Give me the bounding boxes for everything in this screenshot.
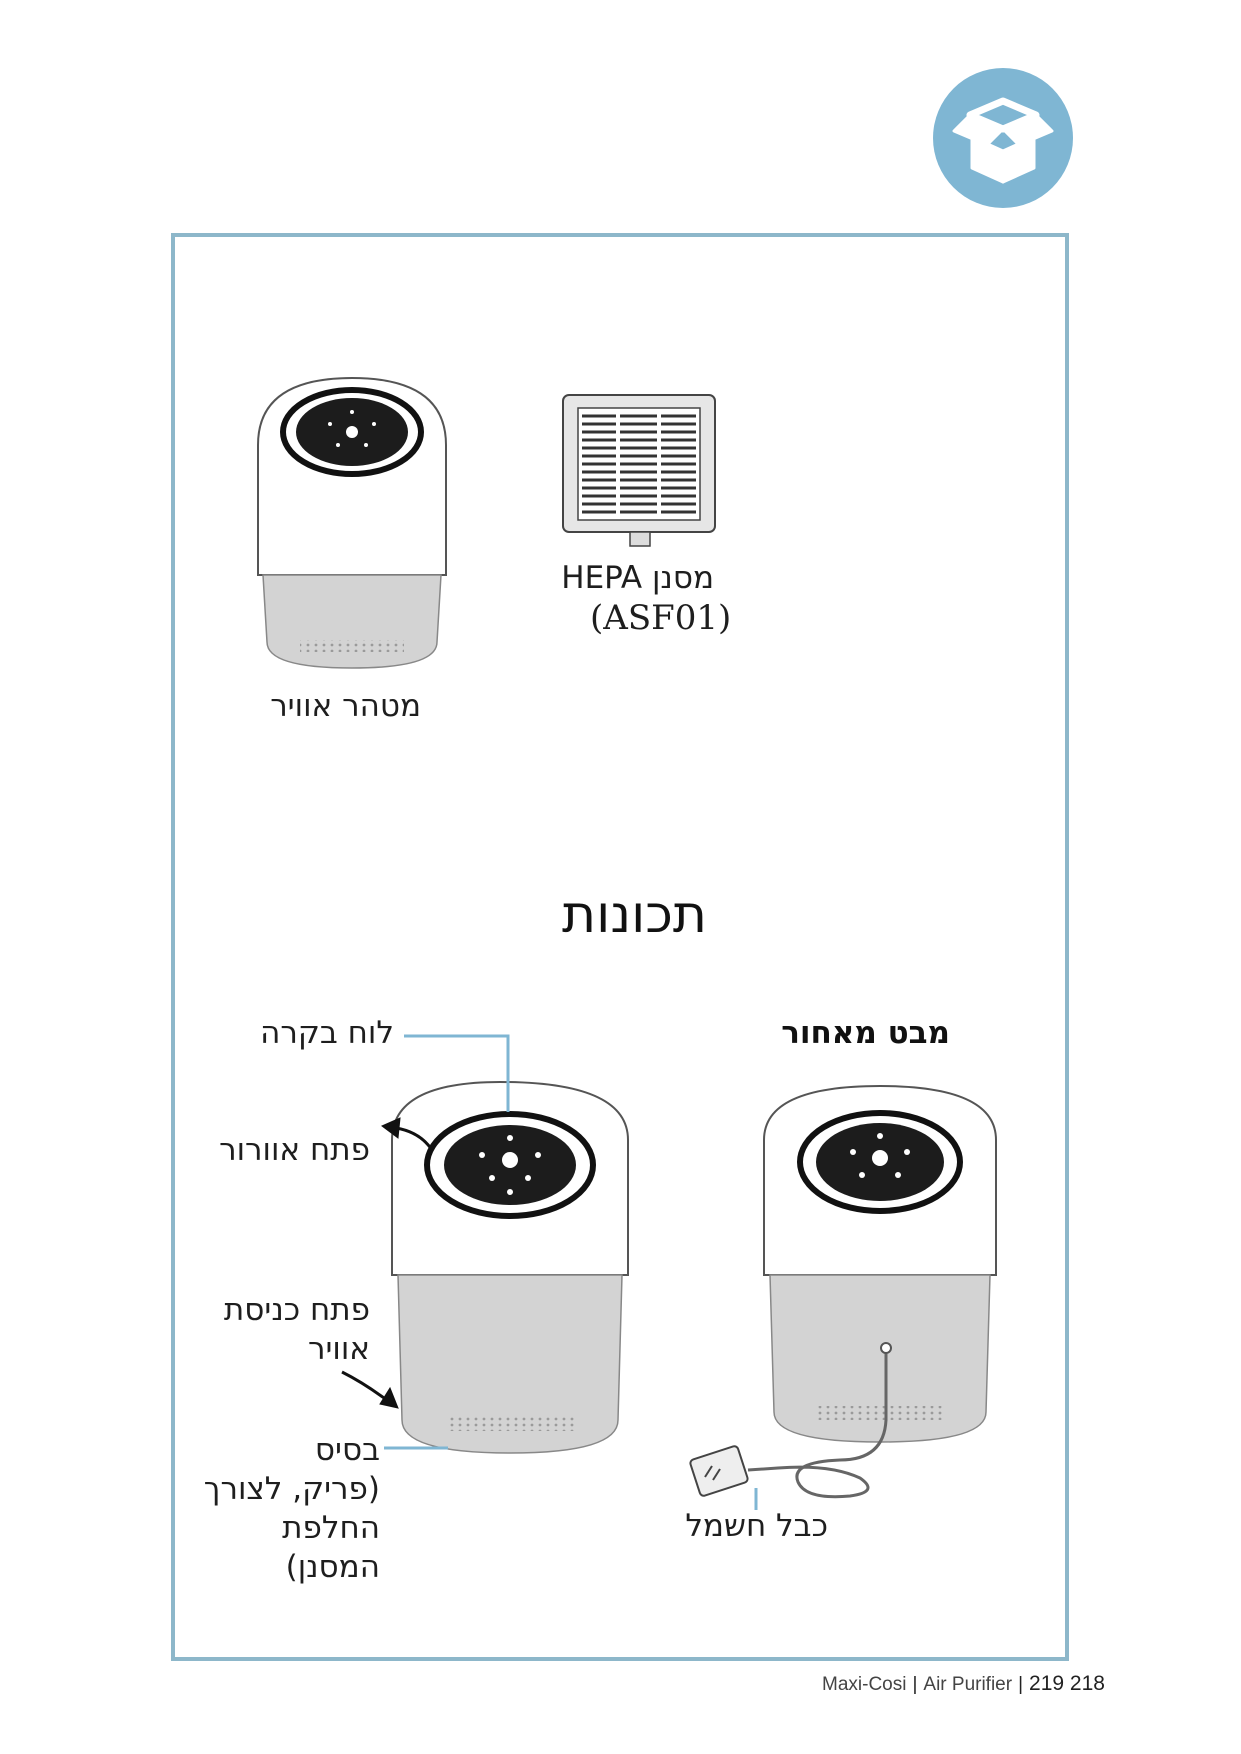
page-footer: Maxi-Cosi | Air Purifier | 219 218 [822,1672,1105,1695]
filter-label: מסנן HEPA [561,560,714,596]
back-view-illustration [689,1086,996,1497]
air-inlet-label-line2: אוויר [307,1331,370,1367]
filter-model: (ASF01) [590,598,732,638]
front-view-illustration [392,1082,628,1453]
footer-product: Air Purifier [923,1674,1013,1695]
base-label-line1: בסיס [314,1432,380,1468]
air-outlet-label: פתח אוורור [219,1132,370,1168]
footer-pages: 219 218 [1029,1672,1105,1695]
air-inlet-label-line1: פתח כניסת [223,1292,370,1328]
base-label-line4: המסנן) [285,1549,380,1585]
back-view-label: מבט מאחור [781,1015,950,1051]
footer-brand: Maxi-Cosi [822,1674,907,1695]
power-cable-label: כבל חשמל [685,1508,828,1544]
base-label-line2: (פריק, לצורך [203,1471,380,1507]
hepa-filter-illustration [563,395,715,546]
purifier-label: מטהר אוויר [270,688,421,724]
base-label-line3: החלפת [282,1510,380,1546]
control-panel-label: לוח בקרה [260,1015,394,1051]
air-purifier-illustration [258,378,446,668]
features-heading: תכונות [561,885,707,945]
